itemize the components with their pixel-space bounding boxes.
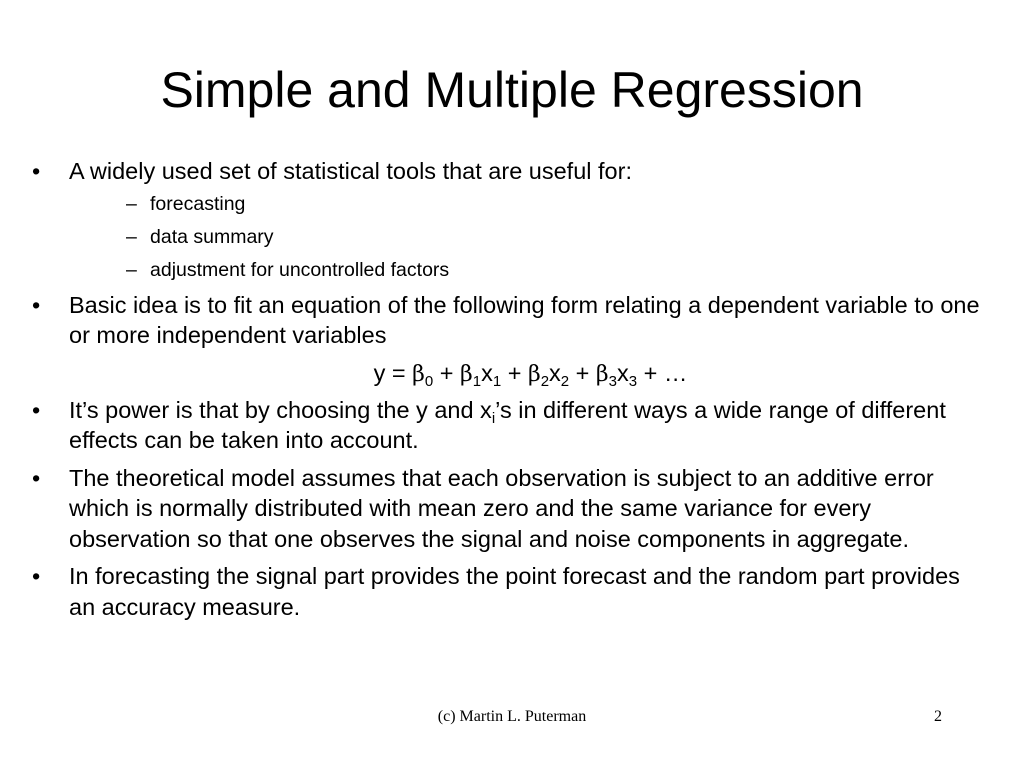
bullet-marker: • (32, 158, 41, 184)
beta-subscript: 0 (424, 372, 434, 390)
bullet-item (32, 395, 992, 456)
x-variable: x (549, 359, 561, 386)
x-subscript: 2 (560, 372, 570, 390)
bullet-text-part: ’s in different ways a wide range of different effects can be taken into account. (69, 396, 946, 453)
bullet-marker: • (32, 563, 41, 589)
page-number: 2 (934, 708, 942, 725)
x-variable: x (616, 359, 629, 386)
sub-marker: – (126, 192, 137, 215)
equation-tail: + … (637, 359, 688, 386)
bullet-marker: • (32, 291, 41, 318)
bullet-item (32, 561, 992, 622)
bullet-marker: • (32, 464, 41, 491)
footer-credit: (c) Martin L. Puterman (437, 708, 587, 725)
sub-marker: – (126, 258, 137, 281)
beta-symbol: β (527, 361, 541, 387)
sub-marker: – (126, 225, 137, 248)
beta-symbol: β (412, 361, 425, 387)
sub-item (69, 224, 992, 250)
bullet-text: The theoretical model assumes that each observation is subject to an additive error which is normally distributed with mean zero and the same variance for every observation so that one observes the signal and noise components in aggregate. (69, 464, 934, 552)
beta-subscript: 2 (540, 372, 550, 390)
sub-item (69, 257, 992, 283)
beta-symbol: β (460, 361, 473, 387)
x-variable: x (481, 359, 493, 386)
plus-sign: + (433, 359, 461, 386)
sub-item-text: forecasting (150, 192, 246, 215)
equation-lhs: y = (373, 359, 413, 386)
bullet-item (32, 463, 992, 555)
plus-sign: + (501, 359, 528, 386)
beta-subscript: 1 (472, 372, 482, 390)
sub-list (69, 191, 992, 283)
slide-body (32, 156, 992, 629)
bullet-text-part: It’s power is that by choosing the y and x (69, 396, 492, 423)
bullet-item (32, 290, 992, 351)
bullet-item (32, 156, 992, 283)
x-subscript: 3 (628, 372, 638, 390)
x-subscript: i (491, 409, 496, 427)
sub-item (69, 191, 992, 217)
plus-sign: + (569, 359, 596, 386)
slide-title: Simple and Multiple Regression (160, 62, 864, 118)
bullet-text: Basic idea is to fit an equation of the following form relating a dependent variable to one or more independent variables (69, 291, 980, 348)
bullet-text (69, 397, 946, 454)
regression-equation (32, 358, 992, 390)
sub-item-text: data summary (150, 225, 274, 248)
bullet-text: A widely used set of statistical tools that are useful for: (69, 158, 632, 184)
sub-item-text: adjustment for uncontrolled factors (150, 258, 450, 281)
bullet-text: In forecasting the signal part provides the point forecast and the random part provides an accuracy measure. (69, 563, 960, 620)
beta-symbol: β (595, 361, 609, 387)
beta-subscript: 3 (608, 372, 617, 390)
x-subscript: 1 (492, 372, 502, 390)
bullet-marker: • (32, 396, 41, 423)
